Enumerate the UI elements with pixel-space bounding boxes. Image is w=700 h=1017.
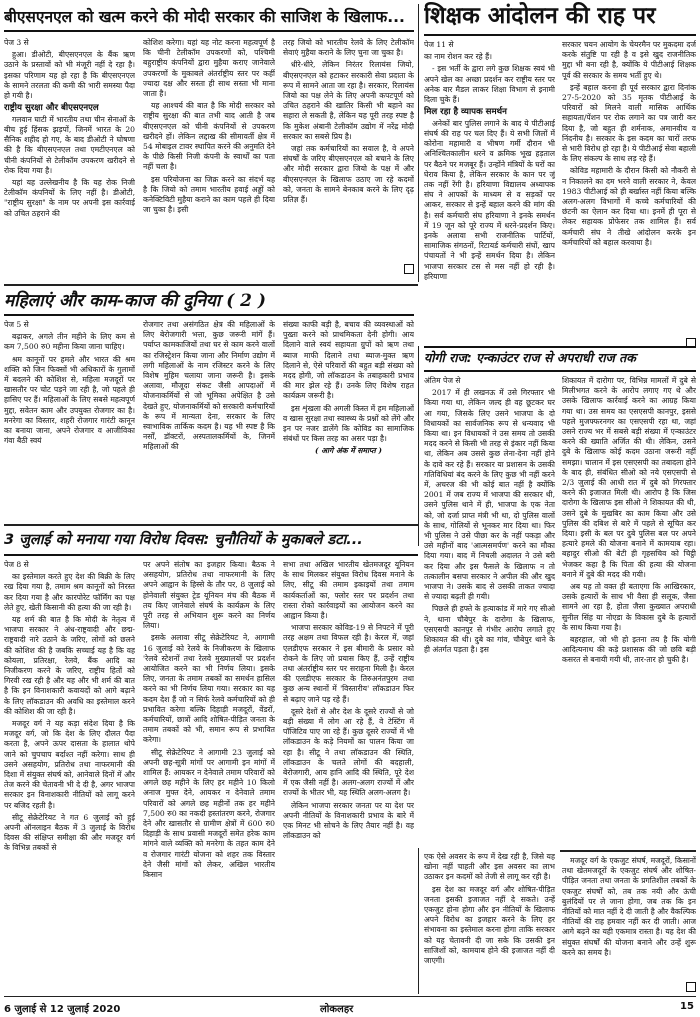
footer-date-range: 6 जुलाई से 12 जुलाई 2020 (4, 1004, 121, 1015)
story4-col1-p1: 2017 में ही लखनऊ में उसे गिरफ्तार भी किया गया था, लेकिन जल्द ही वह छूटकर घर आ गया, जिसके लिए उसने भाजपा के दो विधायकों का सार्वजनिक रूप से धन्यवाद भी किया था। इन विधायकों ने उस समय तो उसकी मदद करने से किसी भी तरह से इंकार नहीं किया था, लेकिन अब उससे कुछ लेना-देना नहीं होने के दावे कर रहे हैं। सरकार या प्रशासन के उसकी गतिविधियां बंद करने के लिए कुछ भी नहीं करने में, अचरज की भी कोई बात नहीं है क्योंकि 2001 में जब राज्य में भाजपा की सरकार थी, उसने पुलिस थाने में ही, भाजपा के एक नेता को, जो दर्जा प्राप्त मंत्री भी था, दो पुलिस वालों के साथ, गोलियों से भूनकर मार दिया था। फिर भी पुलिस ने उसे पीछा कर के नहीं पकड़ा और उसे महीनों बाद 'आत्मसमर्पण' करने का मौका दिया गया। बाद में निचली अदालत ने उसे बरी कर दिया और इस फैसले के खिलाफ न तो तत्कालीन बसपा सरकार ने अपील की और खुद भाजपा ने। उसके बाद से उसकी ताकत ज्यादा से ज्यादा बढ़ती ही गयी। (424, 388, 555, 602)
story3-column-2 (143, 320, 275, 520)
footer-page-number: 15 (680, 1001, 694, 1012)
story3-col1-p0: पेज 5 से (4, 320, 29, 329)
story1-col2-p2: इस परियोजना का जिक्र करने का संदर्भ यह है कि जियो को तमाम भारतीय हवाई अड्डों को कनेक्टिविटी मुहैया कराने का काम पहले ही दिया जा चुका है। इसी (143, 174, 275, 215)
story2-col1-p2: - इस भर्ती के द्वारा लगे कुछ शिक्षक स्वयं भी अपने खेल का अच्छा प्रदर्शन कर राष्ट्रीय स्तर पर अनेक बार मैडल लाकर शिक्षा विभाग से इनामी दिला चुके हैं। (424, 64, 555, 105)
divider-story5-right (418, 848, 419, 994)
story2-col1-p1: का नाम रोशन कर रहे हैं। (424, 52, 493, 62)
story2-col2-p0: सरकार चयन आयोग के चेयरमैन पर मुकदमा दर्ज करके संतुष्टि पा रही है व इसे खुद राजनीतिक मुद्दा भी बना रही है, क्योंकि ये पीटीआई शिक्षक पूर्व की सरकार के समय भर्ती हुए थे। (562, 40, 696, 80)
story2-col1b-p0: अनेकों बार पुलिस लगाने के बाद ये पीटीआई संघर्ष की राह पर चल दिए हैं। ये सभी जिलों में कोरोना महामारी व भीषण गर्मी दौरान भी अनिश्चितकालीन धरने व क्रमिक भूख हड़ताल पर बैठने पर मजबूर हैं। उन्होंने मंत्रियों के घरों का घेराव किया है, लेकिन सरकार के कान पर जूं तक नहीं रेंगी है। हरियाणा विद्यालय अध्यापक संघ ने आपकों के माध्यम से व सड़कों पर आकर, सरकार से इन्हें बहाल करने की मांग की है। सर्व कर्मचारी संघ हरियाणा ने इनके समर्थन में 19 जून को पूरे राज्य में धरने-प्रदर्शन किए। इनके अलावा सभी राजनीतिक पार्टियों, सामाजिक संगठनों, रिटायर्ड कर्मचारी संघों, खाप पंचायतों ने भी इन्हें समर्थन दिया है। लेकिन भाजपा सरकार टस से मस नहीं हो रही है। हरियाणा (424, 118, 555, 281)
story5-column-5 (562, 856, 696, 992)
story4-headline: योगी राज: एन्काउंटर राज से अपराधी राज तक (424, 350, 636, 365)
story5-col4-p0: एक ऐसे अवसर के रूप में देख रही है, जिसे यह खोना नहीं चाहती और इस अवसर का लाभ उठाकर इन कदमों को तेजी से लागू कर रही है। (424, 852, 555, 882)
divider-under-story1 (4, 284, 418, 286)
story5-col2-p2: सीटू सेक्रेटेरियट ने आगामी 23 जुलाई को अपनी छह-सूत्री मांगों पर आगामी इन मांगों में शामिल हैं: आयकर न देनेवाले तमाम परिवारों को अगले छह महीने के लिए हर महीने 10 किलो अनाज मुफ्त देने, आयकर न देनेवाले तमाम परिवारों को अगले छह महीनों तक हर महीने 7,500 रु0 का नकदी हस्तांतरण करने, रोजगार देने और खासतौर से ग्रामीण क्षेत्रों में 600 रु0 दिहाड़ी के साथ प्रवासी मजदूरों समेत हरेक काम मांगने वाले व्यक्ति को मनरेगा के तहत काम देने व रोजगार गारंटी योजना को शहर तक विस्तार देने जैसी मांगों को लेकर, अखिल भारतीय किसान (143, 747, 275, 880)
story2-headline: शिक्षक आंदोलन की राह पर (424, 3, 656, 29)
story4-col1-p0: अंतिम पेज से (424, 376, 461, 385)
story5-col3-p3: लेकिन भाजपा सरकार जनता पर या देश पर अपनी नीतियों के विनाशकारी प्रभाव के बारे में एक मिनट भी सोचने के लिए तैयार नहीं है। वह लॉकडाउन को (283, 800, 414, 841)
story5-col1-p2: यह शर्म की बात है कि मोदी के नेतृत्व में भाजपा सरकार ने अंध-राष्ट्रवादी और छद्म-राष्ट्रवादी नारे उठाने के जरिए, लोगों को छलने की कोशिश की है जबकि सच्चाई यह है कि वह कोयला, प्रतिरक्षा, रेलवे, बैंक आदि का निजीकरण करने के जरिए, राष्ट्रीय हितों को गिरवी रख रही है और यह और भी शर्म की बात है कि इन विनाशकारी कवायदों को आगे बढ़ाने के लिए लॉकडाउन की अवधि का इस्तेमाल करने की कोशिश की जा रही है। (4, 615, 135, 716)
story4-col2-p2: बहरहाल, जो भी हो इतना तय है कि योगी आदित्यनाथ की कड़े प्रशासक की जो छवि बड़ी कसरत से बनायी गयी थी, तार-तार हो चुकी है। (562, 635, 696, 665)
story5-headline: 3 जुलाई को मनाया गया विरोध दिवस: चुनौतियों के मुकाबले डटा... (4, 532, 363, 548)
story5-column-1 (4, 560, 135, 992)
story5-col1-p0: पेज 8 से (4, 560, 29, 569)
story5-headline-wrap (4, 528, 418, 556)
story4-column-1 (424, 376, 555, 846)
story3-headline-wrap (4, 288, 414, 316)
story5-column-2 (143, 560, 275, 992)
story4-headline-wrap (424, 346, 696, 372)
story4-column-2 (562, 376, 696, 846)
story3-col2-p0: रोजगार तथा असंगठित क्षेत्र की महिलाओं के लिए बेरोजगारी भत्ता, कुछ जरूरी मांगें हैं। पर्याप्त कामकाजियों तथा घर से काम करने वालों का रजिस्ट्रेशन किया जाना और निर्माण उद्योग में लगी महिलाओं के नाम रजिस्टर करने के लिए विशेष मुहिम चलाया जाना जरूरी है। इसके अलावा, मौजूदा संकट जैसी आपदाओं में योजनाकर्मियों से जो भूमिका अपेक्षित है उसे देखते हुए, योजनाकर्मियों को सरकारी कर्मचारियों के रूप में मान्यता देना, सरकार के लिए स्वाभाविक तार्किक कदम है। यह भी स्पष्ट है कि नर्सों, डॉक्टरों, अस्पतालकर्मियों के, जिनमें महिलाओं की (143, 320, 275, 452)
story4-col2-p0: शिकायत में दारोगा पर, विभिन्न मामलों में दुबे से मिलीभगत करने के आरोप लगाए गए थे और उसके खिलाफ कार्रवाई करने का आग्रह किया गया था। उस समय का एसएसपी कानपुर, इससे पहले मुजफ्फरनगर का एसएसपी रहा था, जहां उसने राज्य भर में सबसे बड़ी संख्या में एन्काउंटर करने की ख्याति अर्जित की थी। लेकिन, उसने दुबे के खिलाफ कोई कदम उठाना जरूरी नहीं समझा। चालान में इस एसएसपी का तबादला होने के बाद ही, संबंधित सीओ को नये एसएसपी से 2/3 जुलाई की आधी रात में दुबे को गिरफ्तार करने की इजाजत मिली थी। आरोप है कि जिस दारोगा के खिलाफ इस सीओ ने शिकायत की थी, उसने दुबे के मुखबिर का काम किया और उसे पुलिस की दबिश से बारे में पहले से सूचित कर दिया। इसी के बल पर दुबे पुलिस बल पर अपने हत्यारे हमले की योजना बनाने में कामयाब रहा। बहादुर सीओ की बेटी ही गृहसचिव को चिट्ठी भेजकर कहा है कि पिता की हत्या की योजना बनाने में दुबे की मदद की गयी। (562, 376, 696, 579)
story1-col1b-p0: गलवान घाटी में भारतीय तथा चीन सेनाओं के बीच हुई हिंसक झड़पों, जिनमें भारत के 20 सैनिक शहीद हो गए, के बाद डीओटी ने घोषणा की है कि बीएसएनएल तथा एमटीएनएल को चीनी कंपनियों से टेलीकॉम उपकरण खरीदने से रोक दिया गया है। (4, 114, 135, 175)
story2-column-1 (424, 40, 555, 340)
story1-headline: बीएसएनएल को खत्म करने की मोदी सरकार की साजिश के खिलाफ... (4, 8, 405, 26)
story3-column-1 (4, 320, 135, 520)
story3-col3-p0: संख्या काफी बड़ी है, बचाव की व्यवस्थाओं को पुख्ता करने को प्राथमिकता देनी होगी। आय दिलाने वाले स्वयं सहायता ग्रुपों को ऋण तथा ब्याज माफी दिलाने तथा ब्याज-मुक्त ऋण दिलाने से, ऐसे परिवारों की बहुत बड़ी संख्या को मदद होगी, जो लॉकडाउन के तबाहकारी प्रभाव की मार झेल रहे हैं। उनके लिए विशेष राहत कार्यक्रम जरूरी है। (283, 320, 414, 401)
story3-col1-p2: श्रम कानूनों पर हमले और भारत की श्रम शक्ति को जिन फिक्सों भी अधिकारों के गुलामों में बदलने की कोशिश से, महिला मजदूरों पर खासतौर पर चोट पड़ने जा रही है, जो पहले ही हासिए पर हैं। महिलाओं के लिए सबसे महत्वपूर्ण मुद्दा, सवेतन काम और उपयुक्त रोजगार का है। मनरेगा का विस्तार, शहरी रोजगार गारंटी कानून का बनाया जाना, अपने रोजगार व आजीविका गंवा बैठी स्वयं (4, 354, 135, 446)
story5-col5-p0: मजदूर वर्ग के एकजुट संघर्ष, मजदूरों, किसानों तथा खेतमजदूरों के एकजुट संघर्ष और शोषित-पीड़ित जनता तथा जनता के प्रगतिशील तबकों के एकजुट संघर्षों को, तब तक नयी और ऊंची बुलंदियों पर ले जाना होगा, जब तक कि इन नीतियों को मात नहीं दे दी जाती है और वैकल्पिक नीतियों की राह हमवार नहीं कर दी जाती। आज आगे बढ़ने का यही एकमात्र रास्ता है। यह देश की संयुक्त संघर्षों की योजना बनाने और उन्हें शुरू करने का समय है। (562, 856, 696, 957)
story5-col2-p0: पर अपने संतोष का इजहार किया। बैठक ने असहयोग, प्रतिरोध तथा नाफरमानी के लिए अपने आह्वान के हिस्से के तौर पर, 8 जुलाई को होनेवाली संयुक्त ट्रेड यूनियन मंच की बैठक में तय किए जानेवाले संघर्ष के कार्यक्रम के लिए पूरी तरह से अभियान शुरू करने का निर्णय लिया। (143, 560, 275, 631)
story1-column-3 (283, 38, 414, 260)
story5-col3-p0: सभा तथा अखिल भारतीय खेतमजदूर यूनियन के साथ मिलकर संयुक्त विरोध दिवस मनाने के लिए, सीटू की तमाम इकाइयों तथा तमाम कार्यकर्ताओं का, फ्लोर स्तर पर प्रदर्शन तथा रास्ता रोको कार्रवाइयों का आयोजन करने का आह्वान किया है। (283, 560, 414, 621)
story1-col3-p2: जहां तक कर्मचारियों का सवाल है, वे अपने संघर्षों के जरिए बीएसएनएल को बचाने के लिए और मोदी सरकार द्वारा जियो के पक्ष में और बीएसएनएल के खिलाफ उठाए जा रहे कदमों को, जनता के सामने बेनकाब करने के लिए दृढ़ प्रतिज्ञ हैं। (283, 144, 414, 205)
story1-col3-p1: धीरे-धीरे, लेकिन निरंतर रिलायंस जियो, बीएसएनएल को हटाकर सरकारी सेवा प्रदाता के रूप में सामने आता जा रहा है। सरकार, रिलायंस जियो का पक्ष लेने के लिए अपनी कपटपूर्ण को उचित ठहराने की खातिर किसी भी बहाने का सहारा ले सकती है, लेकिन यह पूरी तरह स्पष्ट है कि मुकेश अंबानी टेलीकॉम उद्योग में नरेंद्र मोदी सरकार का सबसे प्रिय है। (283, 60, 414, 141)
story4-col2-p1: अब यह तो वक्त ही बताएगा कि आखिरकार, उसके हत्यारों के साथ भी वैसा ही सलूक, जैसा सामने आ रहा है, होता जैसा कुख्यात अपराधी सुनील सिंह या नोएडा के विकास दुबे के हत्यारों के साथ किया गया है। (562, 582, 696, 632)
story2-col2-p2: कोविड महामारी के दौरान किसी को नौकरी से न निकालने का दम भरने वाली सरकार ने, केवल 1983 पीटीआई को ही बर्खास्त नहीं किया बल्कि अलग-अलग विभागों में कच्चे कर्मचारियों की छंटनी का ऐलान कर दिया था। इनमें ही पूरा से लेकर सहायक प्रोफेसर तक शामिल हैं। सर्व कर्मचारी संघ ने तीखे आंदोलन करके इन कर्मचारियों को बहाल करवाया है। (562, 166, 696, 247)
story1-col2-p1: यह आश्चर्य की बात है कि मोदी सरकार को राष्ट्रीय सुरक्षा की बात तभी याद आती है जब बीएसएनएल को चीनी कंपनियों से उपकरण खरीदने हों। लेकिन लद्दाख की सीमावर्ती क्षेत्र में 54 मोबाइल टावर स्थापित करने की अनुमति देने के पीछे किसी निजी कंपनी के स्वार्थों का पता नहीं चला है। (143, 101, 275, 172)
divider-under-story3 (4, 524, 418, 526)
story5-col1-p1: का इस्तेमाल करते हुए देश की बिक्री के लिए रख दिया गया है, तमाम श्रम कानूनों को निरस्त कर दिया गया है और कारपोरेट फॉर्मिंग का पक्ष लेते हुए, खेती किसानी की हत्या की जा रही है। (4, 572, 135, 612)
story2-subheading: मिल रहा है व्यापक समर्थन (424, 107, 507, 118)
story3-column-3 (283, 320, 414, 520)
story5-col2-p1: इसके अलावा सीटू सेक्रेटेरियट ने, आगामी 16 जुलाई को रेलवे के निजीकरण के खिलाफ 'रेलवे स्टेशनों तथा रेलवे मुख्यालयों पर प्रदर्शन आयोजित करने का भी निर्णय लिया। इसके लिए, जनता के तमाम तबकों का समर्थन हासिल करने का भी निर्णय लिया गया। सरकार का यह कदम देश हैं जो न सिर्फ रेलवे कर्मचारियों को ही प्रभावित करेगा बल्कि दिहाड़ी मजदूरों, वेंडरों, कर्मचारियों, छात्रों आदि शोषित-पीड़ित जनता के तमाम तबकों को भी, समान रूप से प्रभावित करेगा। (143, 633, 275, 745)
story3-continued-note: ( आगे अंक में समाप्त ) (315, 446, 382, 456)
story1-col1b-p1: यहां यह उल्लेखनीय है कि यह रोक निजी टेलीकॉम कंपनियों के लिए नहीं है। डीओटी, "राष्ट्रीय सुरक्षा" के नाम पर अपनी इस कार्रवाई को उचित ठहराने की (4, 177, 135, 218)
story1-column-2 (143, 38, 275, 288)
story1-col1-p0: पेज 3 से (4, 38, 29, 47)
story3-headline: महिलाएं और काम-काज की दुनिया ( 2 ) (4, 291, 266, 311)
footer-paper-name: लोकलहर (320, 1004, 354, 1015)
story3-col3-p1: इस शृंखला की अगली किस्त में हम महिलाओं व खास सुरक्षा तथा स्वास्थ्य के प्रश्नों को लेंगे और इन पर नजर डालेंगे कि कोविड का सामाजिक संबंधों पर किस तरह का असर पड़ा है। (283, 403, 414, 444)
divider-under-story4 (560, 850, 696, 852)
story5-end-mark (686, 982, 696, 992)
story2-col1-p0: पेज 11 से (424, 40, 454, 49)
story1-col1-p1: हुआ। डीओटी, बीएसएनएल के बैंक ऋण उठाने के प्रस्तावों को भी मंजूरी नहीं दे रहा है। इसका परिणाम यह हो रहा है कि बीएसएनएल के सामने तरलता की कमी की भारी समस्या पैदा हो गयी है। (4, 50, 135, 101)
story1-col2-p0: कोशिश करेगा। यहां यह नोट करना महत्वपूर्ण है कि चीनी टेलीकॉम उपकरणों को, पश्चिमी बहुराष्ट्रीय कंपनियों द्वारा मुहैया कराए जानेवाले उपकरणों के मुकाबले अंतर्राष्ट्रीय स्तर पर कहीं ज्यादा दक्ष और सस्ता ही साथ सस्ता भी माना जाता है। (143, 38, 275, 99)
divider-story3-story4 (418, 346, 419, 546)
story3-col1-p1: बढ़ाकर, अगले तीन महीने के लिए कम से कम 7,500 रु0 महीना किया जाना चाहिए। (4, 332, 135, 352)
story1-subheading: राष्ट्रीय सुरक्षा और बीएसएनएल (4, 103, 99, 114)
story1-end-mark (404, 264, 414, 274)
story5-column-3 (283, 560, 414, 992)
story5-col1-p4: सीटू सेक्रेटेरियट ने गत 6 जुलाई को हुई अपनी ऑनलाइन बैठक में 3 जुलाई के विरोध दिवस की संक्षिप्त समीक्षा की और मजदूर वर्ग के विभिन्न तबकों से (4, 812, 135, 853)
story5-col1-p3: मजदूर वर्ग ने यह कड़ा संदेश दिया है कि मजदूर वर्ग, जो कि देश के लिए दौलत पैदा करता है, अपने ऊपर दासता के हालात थोपे जाने को चुपचाप बर्दाश्त नहीं करेगा। साथ ही उसने असहयोग, प्रतिरोध तथा नाफरमानी की दिशा में संयुक्त संघर्ष को, आनेवाले दिनों में और तेज करने की चेतावनी भी दे दी है, अगर भाजपा सरकार इन विनाशकारी नीतियों को लागू करने पर बजिद रहती है। (4, 719, 135, 810)
story5-column-4 (424, 852, 555, 992)
footer-rule (4, 996, 696, 997)
story1-column-1 (4, 38, 135, 288)
story2-headline-wrap (424, 2, 696, 36)
story5-col3-p2: दूसरे देशों से और देश के दूसरे राज्यों से जो बड़ी संख्या में लोग आ रहे हैं, वे टेस्टिंग में पॉजिटिव पाए जा रहे हैं। कुछ दूसरे राज्यों में भी लॉकडाउन के कड़े नियमों का पालन किया जा रहा है। सीटू ने तथा लॉकडाउन की स्थिति, लॉकडाउन के चलते लोगों की बदहाली, बेरोजगारी, आय हानि आदि की स्थिति, पूरे देश में एक जैसी नहीं है। अलग-अलग राज्यों में और राज्यों के भीतर भी, यह स्थिति अलग-अलग है। (283, 706, 414, 798)
story2-col2-p1: इन्हें बहाल करना ही पूर्व सरकार द्वारा दिनांक 27-5-2020 को 35 मृतक पीटीआई के परिवारों को मिलने वाली मासिक आर्थिक सहायता/पेंशन पर रोक लगाने का पत्र जारी कर दिया है, जो बहुत ही शर्मनाक, अमानवीय व निंदनीय है। सरकार के इस कदम का चारों तरफ से भारी विरोध हो रहा है। ये पीटीआई सेवा बहाली के लिए संकल्प के साथ लड़ रहे हैं। (562, 82, 696, 164)
story5-col4-p1: इस देश का मजदूर वर्ग और शोषित-पीड़ित जनता इसकी इजाजत नहीं दे सकते। उन्हें एकजुट होना होगा और इन नीतियों के खिलाफ अपने विरोध का इजहार करने के लिए हर संभावना का इस्तेमाल करना होगा ताकि सरकार को यह चेतावनी दी जा सके कि उसकी इन साजिशों को, कामयाब होने की इजाजत नहीं दी जाएगी। (424, 884, 555, 966)
divider-story1-story2 (418, 4, 419, 282)
story1-col3-p0: तरह जियो को भारतीय रेलवे के लिए टेलीकॉम सेवाएं मुहैया कराने के लिए चुना जा चुका है। (283, 38, 414, 58)
story1-headline-wrap (4, 6, 414, 32)
story2-column-2 (562, 40, 696, 340)
story5-col3-p1: भाजपा सरकार कोविड-19 से निपटने में पूरी तरह अक्षम तथा विफल रही है। केरल में, जहां एलडीएफ सरकार ने इस बीमारी के प्रसार को रोकने के लिए जो प्रयास किए हैं, उन्हें राष्ट्रीय तथा अंतर्राष्ट्रीय स्तर पर सराहना मिली है। केरल की एलडीएफ सरकार के तिरुअनंतपुरम तथा कुछ अन्य स्थानों में 'विस्तारीय' लॉकडाउन फिर से बढ़ाए जाने पड़ रहे हैं। (283, 623, 414, 704)
story4-col1-p2: पिछले ही हफ्ते के हत्याकांड में मारे गए सीओ ने, थाना चौबेपुर के दारोगा के खिलाफ, एसएसपी कानपुर से गंभीर आरोप लगाते हुए शिकायत की थी। दुबे का गांव, चौबेपुर थाने के ही अंतर्गत पड़ता है। इस (424, 604, 555, 655)
